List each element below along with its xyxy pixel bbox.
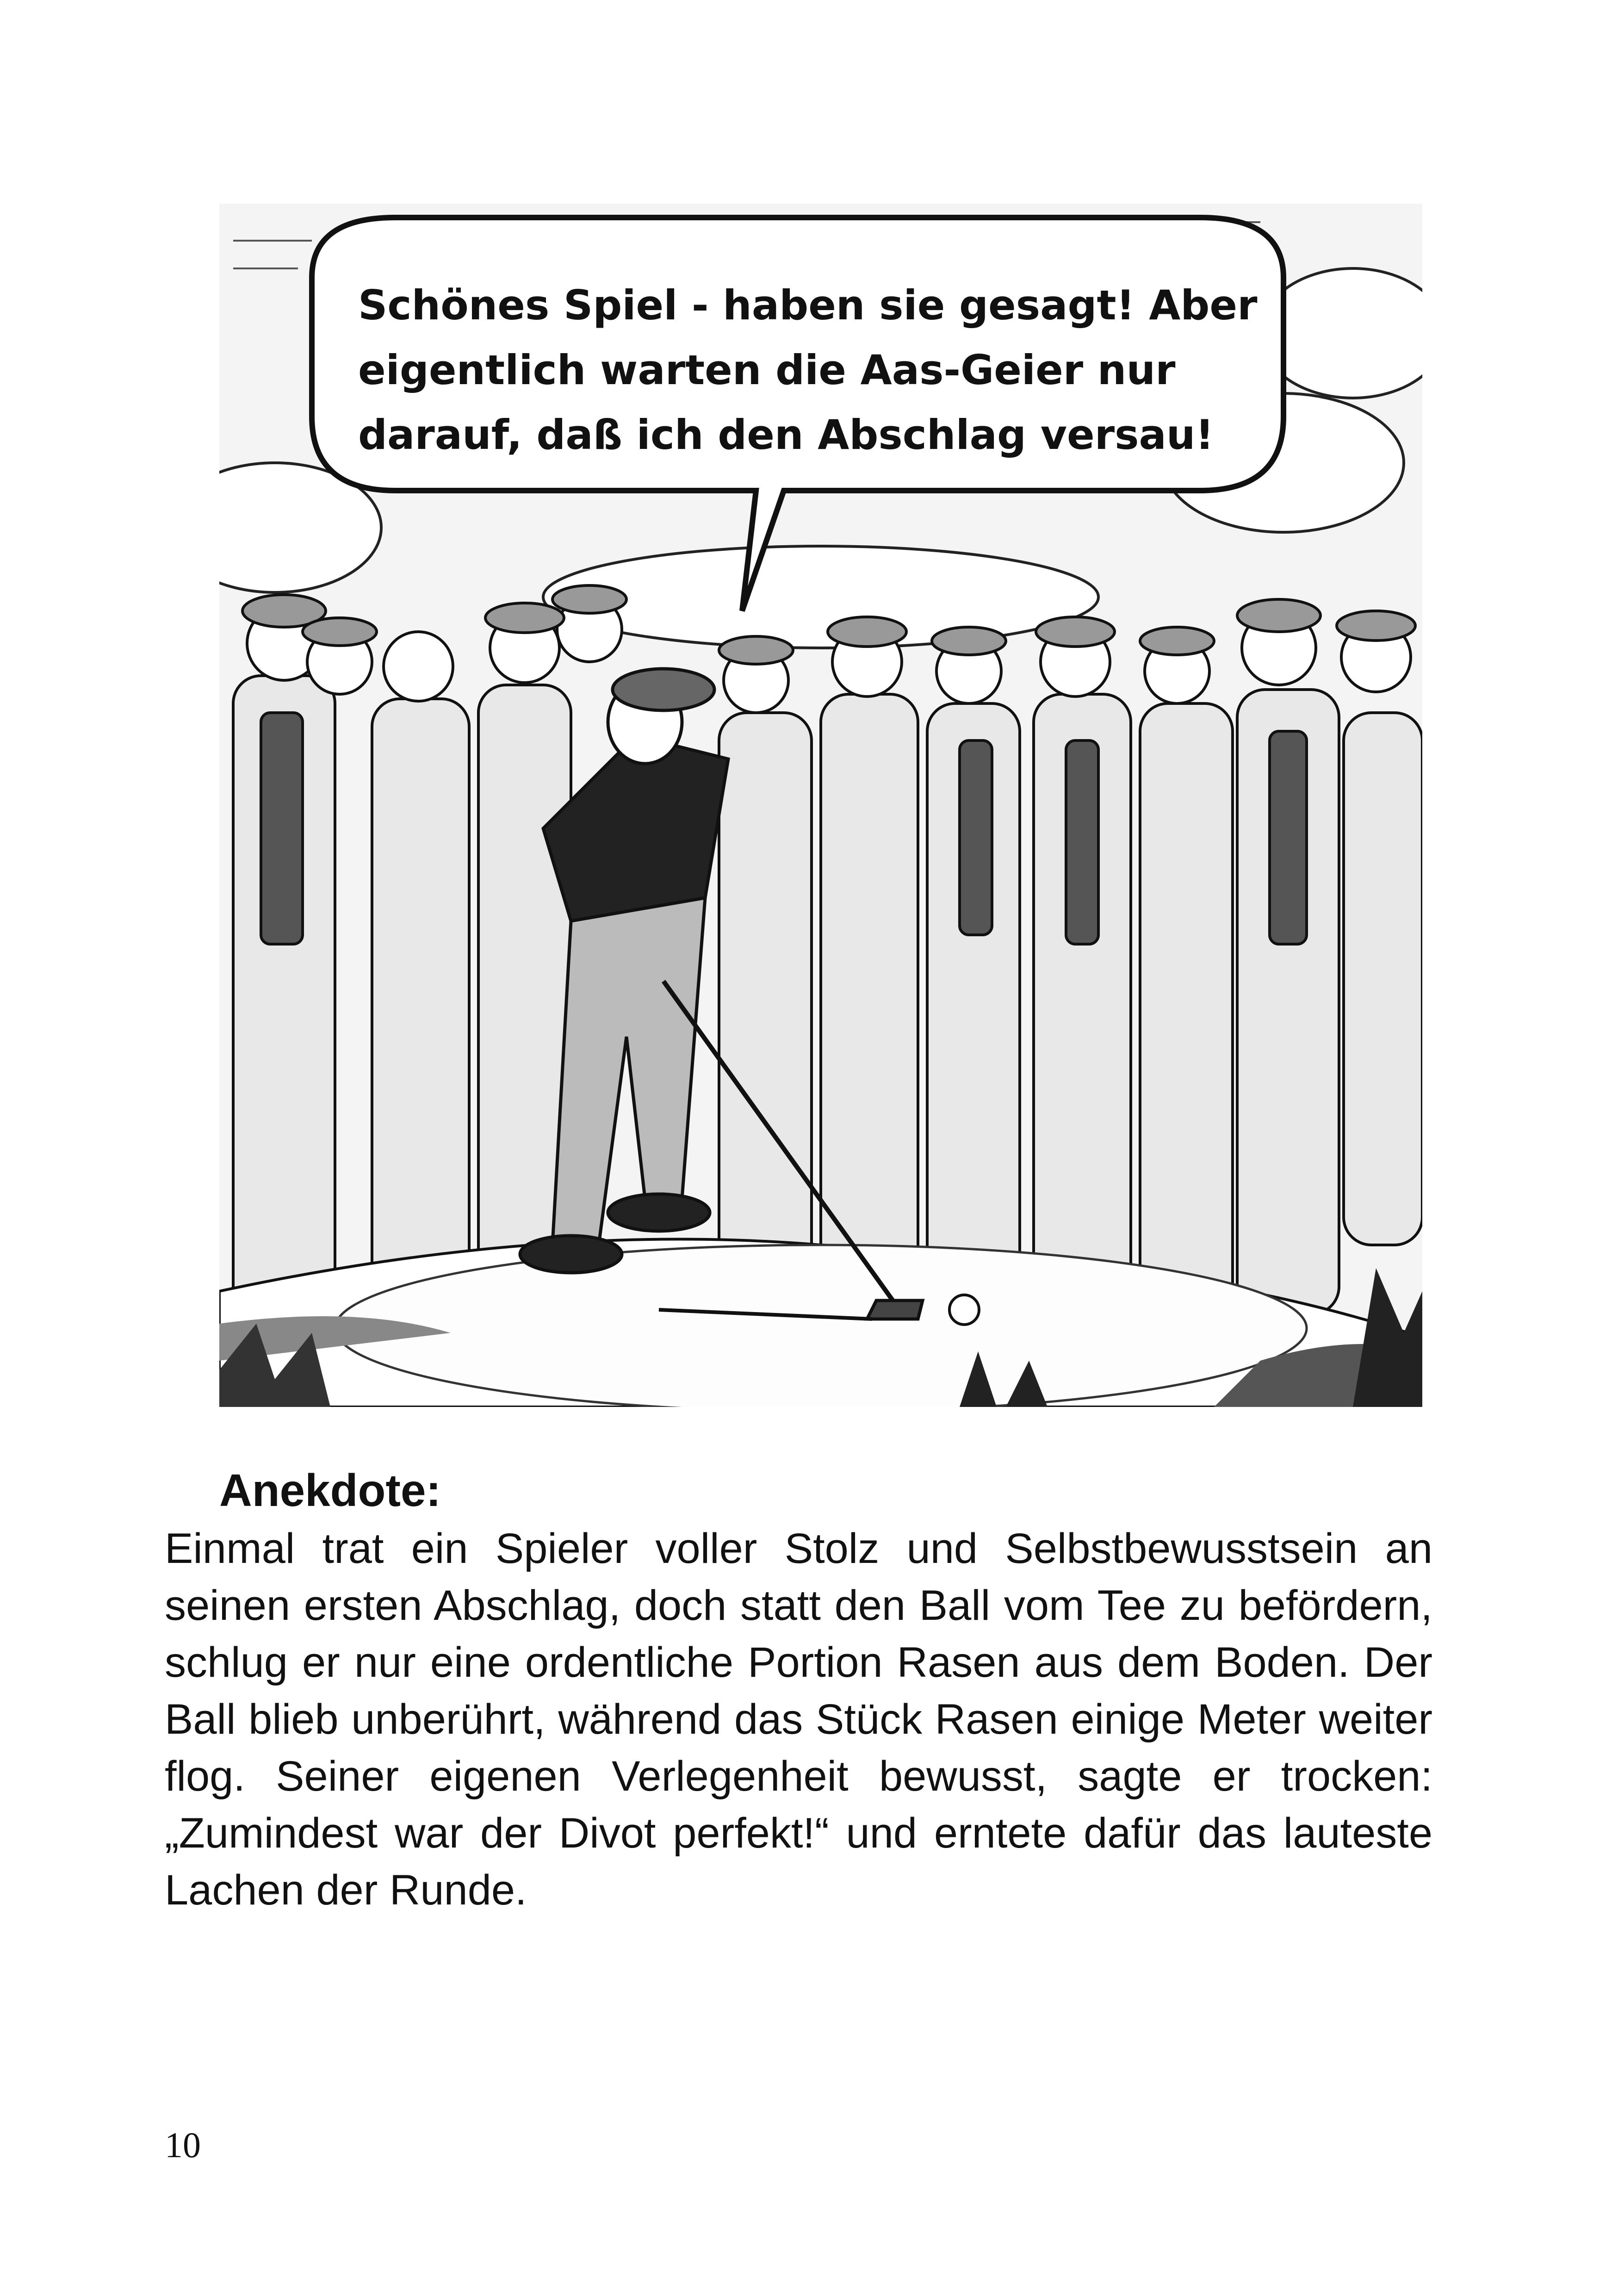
anecdote-text: Einmal trat ein Spieler voller Stolz und Selbstbewusstsein an seinen ersten Abschlag, doch statt den Ball vom Tee zu befördern, schlug er nur eine ordentliche Portion Rasen aus dem Boden. Der Ball blieb unberührt, während das Stück Rasen einige Meter weiter flog. Seiner eigenen Verlegenheit bewusst, sagte er trocken: „Zumindest war der Divot perfekt!“ und erntete dafür das lauteste Lachen der Runde.: [165, 1525, 1432, 1914]
golf-ball: [949, 1295, 979, 1325]
speech-bubble-text: Schönes Spiel - haben sie gesagt! Aber eigentlich warten die Aas-Geier nur darauf, daß ich den Abschlag versau!: [358, 281, 1258, 459]
cartoon-illustration: [219, 204, 1422, 1407]
anecdote-heading: Anekdote:: [219, 1465, 441, 1516]
page-number: 10: [165, 2125, 201, 2165]
